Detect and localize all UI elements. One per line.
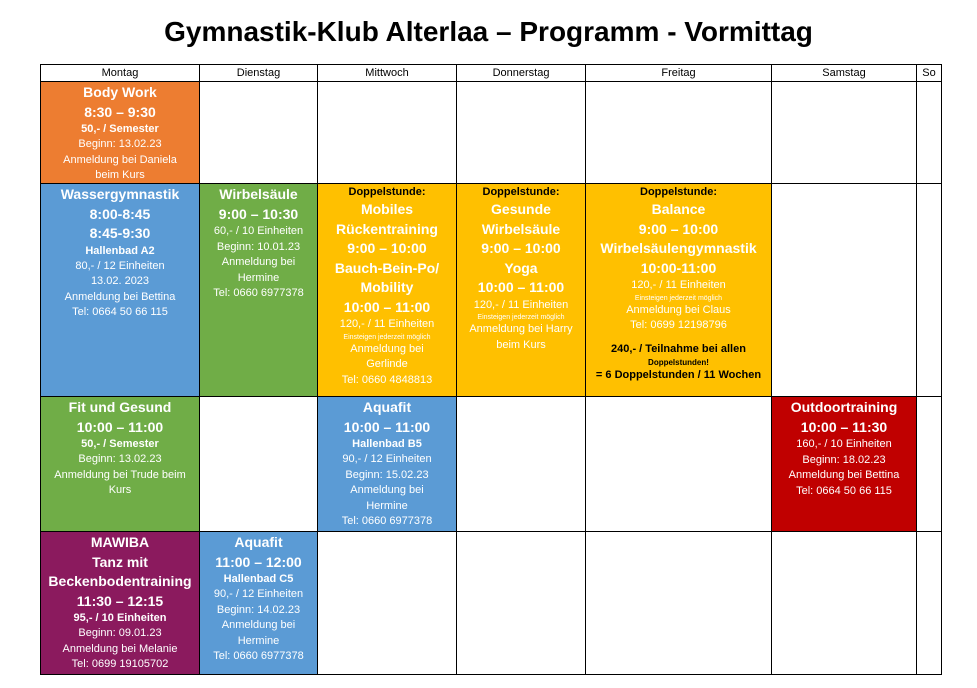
course-text-line: 11:00 – 12:00 <box>215 553 302 570</box>
course-text-line: Beckenbodentraining <box>48 573 192 589</box>
course-text-line: 13.02. 2023 <box>90 275 150 287</box>
course-text-line: 90,- / 12 Einheiten <box>342 453 432 465</box>
course-text-line: Hallenbad A2 <box>85 244 155 257</box>
course-text-line: 9:00 – 10:00 <box>481 240 561 256</box>
course-wassergymnastik <box>40 183 200 397</box>
course-text-line: Tel: 0699 12198796 <box>630 319 727 331</box>
day-header-samstag: Samstag <box>771 64 917 82</box>
course-text-line: Wirbelsäulengymnastik <box>600 240 757 256</box>
day-header-montag: Montag <box>40 64 200 82</box>
course-text-line: 90,- / 12 Einheiten <box>213 588 304 600</box>
course-body-work <box>40 81 200 184</box>
empty-cell <box>317 531 457 675</box>
course-text-line: 10:00 – 11:30 <box>800 418 888 435</box>
course-text-line: 10:00 – 11:00 <box>343 418 431 435</box>
course-text-line: 8:30 – 9:30 <box>84 103 156 120</box>
course-text-line: Beginn: 10.01.23 <box>216 240 301 253</box>
course-text-line: 10:00 – 11:00 <box>76 418 164 435</box>
day-header-dienstag: Dienstag <box>199 64 318 82</box>
course-text-line: 80,- / 12 Einheiten <box>75 259 165 272</box>
empty-cell <box>771 183 917 397</box>
course-text-line: Anmeldung bei <box>221 619 296 631</box>
course-aquafit-mittwoch <box>317 396 457 532</box>
course-text-line: 11:30 – 12:15 <box>76 592 164 609</box>
course-text-line: 50,- / Semester <box>81 123 159 135</box>
course-fit-und-gesund <box>40 396 200 532</box>
course-text-line: Anmeldung bei Claus <box>626 303 731 316</box>
empty-cell <box>916 531 942 675</box>
day-header-sonntag: So <box>916 64 942 82</box>
course-text-line: 10:00 – 11:00 <box>477 279 565 295</box>
course-mobiles-rueckentraining <box>317 183 457 397</box>
course-text-line: Aquafit <box>234 534 283 550</box>
course-text-line: Yoga <box>504 259 538 276</box>
course-text-line: Doppelstunde: <box>482 186 560 198</box>
course-text-line: Tel: 0660 6977378 <box>213 287 304 299</box>
course-text-line: Einsteigen jederzeit möglich <box>343 333 431 341</box>
course-text-line: Beginn: 13.02.23 <box>78 138 162 150</box>
course-text-line: Balance <box>651 201 706 217</box>
course-text-line: 240,- / Teilnahme bei allen <box>611 342 746 355</box>
course-text-line: Doppelstunde: <box>640 186 717 198</box>
course-text-line: Outdoortraining <box>790 399 898 415</box>
course-text-line: 9:00 – 10:00 <box>347 240 427 256</box>
course-text-line: 10:00-11:00 <box>640 259 717 276</box>
course-mawiba <box>40 531 200 675</box>
course-text-line: Beginn: 14.02.23 <box>216 603 301 616</box>
empty-cell <box>585 81 772 184</box>
course-text-line: 120,- / 11 Einheiten <box>339 318 435 330</box>
course-text-line: Wirbelsäule <box>219 186 298 202</box>
course-text-line: 160,- / 10 Einheiten <box>796 438 892 450</box>
course-text-line: Hallenbad C5 <box>223 573 294 585</box>
course-text-line: 50,- / Semester <box>81 438 159 450</box>
course-text-line: Anmeldung bei Daniela <box>63 153 177 166</box>
page-title: Gymnastik-Klub Alterlaa – Programm - Vormittag <box>164 16 813 47</box>
course-text-line: Tel: 0660 6977378 <box>213 650 304 662</box>
course-text-line: 8:45-9:30 <box>89 225 151 241</box>
course-text-line: 10:00 – 11:00 <box>343 298 431 315</box>
course-text-line: Tel: 0660 4848813 <box>341 373 433 386</box>
empty-cell <box>916 81 942 184</box>
empty-cell <box>585 531 772 675</box>
course-text-line: Anmeldung bei <box>350 484 424 496</box>
course-text-line: 95,- / 10 Einheiten <box>73 612 167 624</box>
course-text-line: Doppelstunden! <box>648 357 709 367</box>
spacer <box>586 334 771 342</box>
day-header-mittwoch: Mittwoch <box>317 64 457 82</box>
course-text-line: Tel: 0664 50 66 115 <box>796 484 892 497</box>
course-text-line: Kurs <box>108 484 132 496</box>
course-text-line: Anmeldung bei <box>350 342 424 355</box>
empty-cell <box>317 81 457 184</box>
course-text-line: Beginn: 09.01.23 <box>78 627 162 639</box>
course-text-line: Einsteigen jederzeit möglich <box>477 314 565 321</box>
empty-cell <box>456 81 586 184</box>
course-text-line: Tanz mit <box>92 553 148 570</box>
course-text-line: Mobiles <box>360 201 414 217</box>
course-text-line: 120,- / 11 Einheiten <box>473 298 569 311</box>
course-text-line: 9:00 – 10:30 <box>218 205 299 222</box>
course-text-line: Gerlinde <box>366 358 408 370</box>
course-text-line: Fit und Gesund <box>68 399 172 415</box>
course-text-line: Wirbelsäule <box>481 220 561 237</box>
course-text-line: Anmeldung bei Melanie <box>62 642 178 655</box>
course-text-line: beim Kurs <box>95 169 145 181</box>
course-text-line: Hermine <box>237 271 280 284</box>
empty-cell <box>199 396 318 532</box>
course-text-line: Beginn: 13.02.23 <box>78 453 162 465</box>
course-text-line: Rückentraining <box>336 220 438 237</box>
empty-cell <box>916 396 942 532</box>
course-text-line: Wassergymnastik <box>60 186 180 202</box>
course-text-line: Anmeldung bei Trude beim <box>54 468 186 481</box>
course-text-line: Einsteigen jederzeit möglich <box>634 294 723 302</box>
empty-cell <box>456 531 586 675</box>
course-gesunde-wirbelsaeule <box>456 183 586 397</box>
empty-cell <box>771 81 917 184</box>
course-text-line: MAWIBA <box>90 534 150 550</box>
empty-cell <box>199 81 318 184</box>
course-text-line: 9:00 – 10:00 <box>638 220 719 237</box>
course-text-line: 8:00-8:45 <box>89 205 151 222</box>
course-text-line: Hermine <box>237 634 280 647</box>
course-text-line: Aquafit <box>362 399 412 415</box>
course-text-line: Bauch-Bein-Po/ <box>334 259 440 276</box>
course-text-line: beim Kurs <box>496 338 546 351</box>
empty-cell <box>456 396 586 532</box>
course-text-line: Beginn: 15.02.23 <box>345 468 429 481</box>
course-text-line: Anmeldung bei <box>221 256 296 268</box>
course-text-line: Tel: 0660 6977378 <box>341 515 433 527</box>
course-text-line: 120,- / 11 Einheiten <box>631 279 726 291</box>
course-text-line: Doppelstunde: <box>348 186 426 198</box>
course-text-line: Tel: 0664 50 66 115 <box>72 306 168 318</box>
day-header-freitag: Freitag <box>585 64 772 82</box>
course-text-line: Anmeldung bei Bettina <box>64 290 176 303</box>
course-balance <box>585 183 772 397</box>
course-text-line: Gesunde <box>491 201 551 217</box>
course-text-line: Mobility <box>360 279 414 295</box>
course-text-line: Hallenbad B5 <box>352 438 422 450</box>
course-wirbelsaeule <box>199 183 318 397</box>
course-aquafit-dienstag <box>199 531 318 675</box>
course-text-line: Anmeldung bei Bettina <box>788 469 900 481</box>
course-text-line: Hermine <box>366 499 408 512</box>
course-text-line: Body Work <box>83 84 157 100</box>
empty-cell <box>916 183 942 397</box>
course-text-line: = 6 Doppelstunden / 11 Wochen <box>595 368 762 381</box>
empty-cell <box>771 531 917 675</box>
course-outdoortraining <box>771 396 917 532</box>
day-header-donnerstag: Donnerstag <box>456 64 586 82</box>
course-text-line: Anmeldung bei Harry <box>469 323 573 335</box>
empty-cell <box>585 396 772 532</box>
course-text-line: Tel: 0699 19105702 <box>71 658 169 670</box>
course-text-line: Beginn: 18.02.23 <box>802 453 886 466</box>
course-text-line: 60,- / 10 Einheiten <box>213 225 304 237</box>
